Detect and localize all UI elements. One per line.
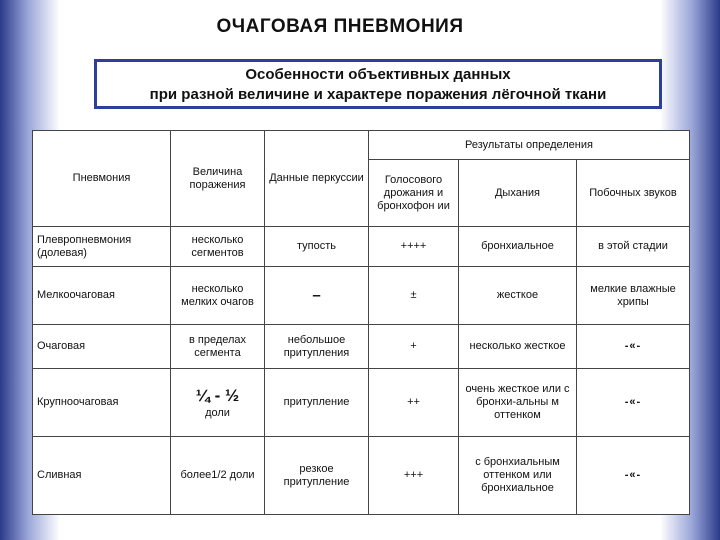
row-breathing: несколько жесткое	[459, 325, 577, 369]
row-breathing: очень жесткое или с бронхи-альны м оттенком	[459, 369, 577, 437]
header-row-1	[33, 131, 690, 160]
findings-table	[32, 130, 690, 515]
row-name: Сливная	[33, 437, 171, 515]
header-percussion: Данные перкуссии	[265, 131, 369, 227]
subtitle-line-1: Особенности объективных данных	[245, 66, 511, 83]
header-pneumonia: Пневмония	[33, 131, 171, 227]
row-breathing: бронхиальное	[459, 227, 577, 267]
row-percussion: притупление	[265, 369, 369, 437]
row-name: Очаговая	[33, 325, 171, 369]
table-row	[33, 227, 690, 267]
header-size: Величина поражения	[171, 131, 265, 227]
row-percussion: тупость	[265, 227, 369, 267]
row-size-cell	[171, 369, 265, 437]
row-percussion: –	[265, 267, 369, 325]
row-voice: +	[369, 325, 459, 369]
row-name: Мелкоочаговая	[33, 267, 171, 325]
table-row	[33, 267, 690, 325]
row-sounds: -«-	[577, 437, 690, 515]
row-size: в пределах сегмента	[171, 325, 265, 369]
row-sounds: мелкие влажные хрипы	[577, 267, 690, 325]
row-voice: ++++	[369, 227, 459, 267]
row-size-fraction: ¼ - ½	[195, 386, 240, 405]
header-side-sounds: Побочных звуков	[577, 160, 690, 227]
row-percussion: небольшое притупления	[265, 325, 369, 369]
row-size: доли	[205, 407, 230, 419]
row-size: более1/2 доли	[171, 437, 265, 515]
row-name: Крупноочаговая	[33, 369, 171, 437]
row-name: Плевропневмония (долевая)	[33, 227, 171, 267]
table-row	[33, 325, 690, 369]
header-results: Результаты определения	[369, 131, 690, 160]
table-row	[33, 437, 690, 515]
row-voice: ±	[369, 267, 459, 325]
row-percussion: резкое притупление	[265, 437, 369, 515]
row-breathing: жесткое	[459, 267, 577, 325]
row-sounds: в этой стадии	[577, 227, 690, 267]
table-row	[33, 369, 690, 437]
row-breathing: с бронхиальным оттенком или бронхиальное	[459, 437, 577, 515]
header-voice: Голосового дрожания и бронхофон ии	[369, 160, 459, 227]
row-voice: ++	[369, 369, 459, 437]
row-size: несколько сегментов	[171, 227, 265, 267]
subtitle-line-2: при разной величине и характере поражения лёгочной ткани	[149, 86, 607, 103]
row-size: несколько мелких очагов	[171, 267, 265, 325]
row-voice: +++	[369, 437, 459, 515]
row-sounds: -«-	[577, 325, 690, 369]
header-breathing: Дыхания	[459, 160, 577, 227]
row-sounds: -«-	[577, 369, 690, 437]
slide-title: ОЧАГОВАЯ ПНЕВМОНИЯ	[216, 16, 464, 37]
subtitle-box	[94, 59, 662, 109]
